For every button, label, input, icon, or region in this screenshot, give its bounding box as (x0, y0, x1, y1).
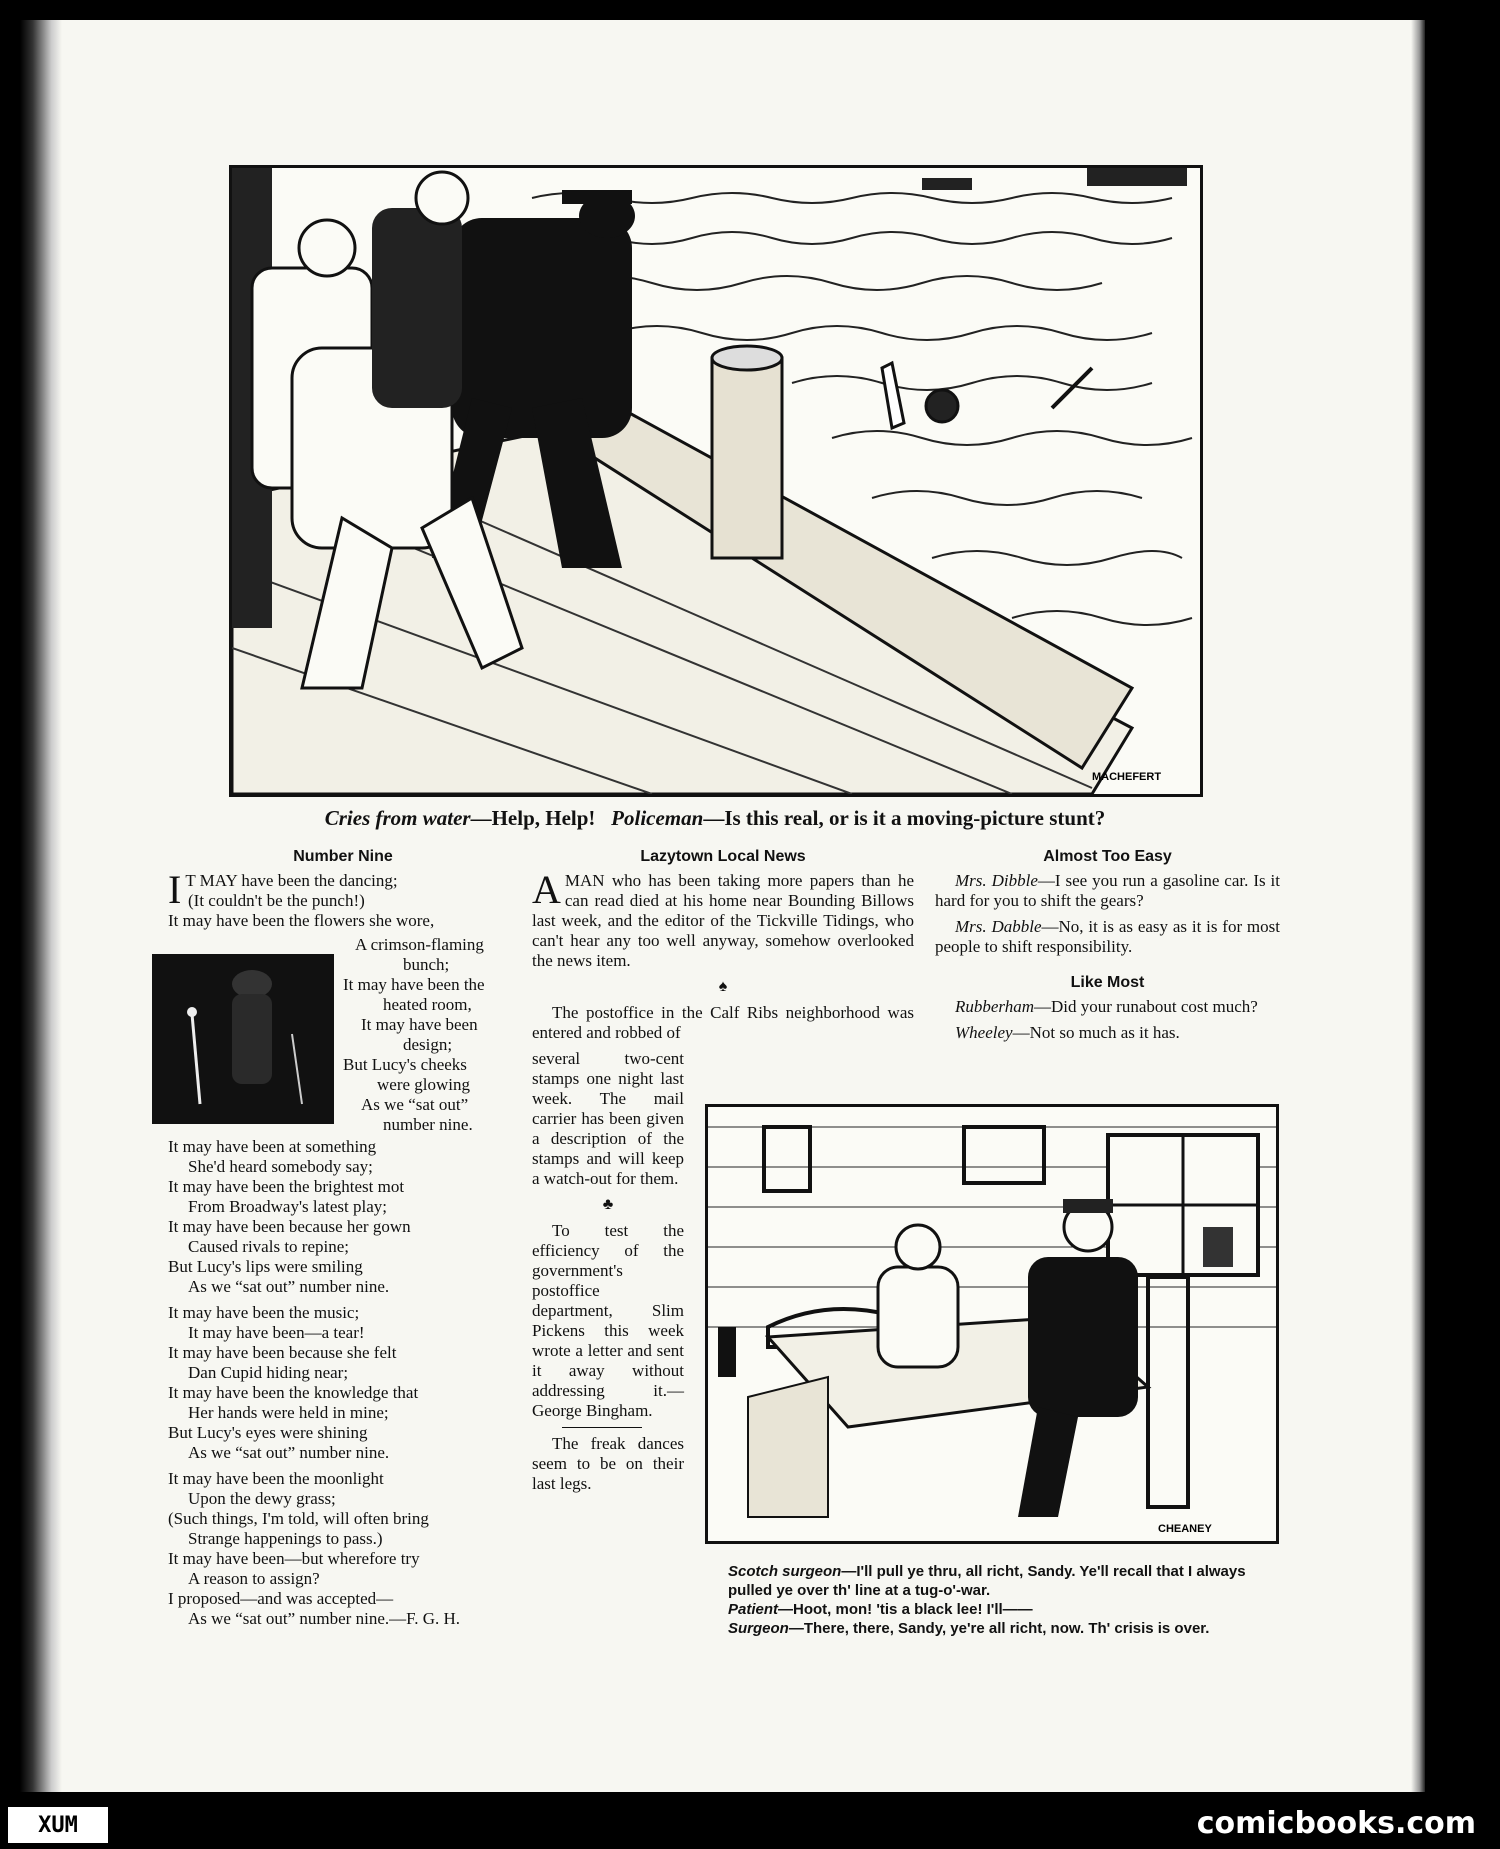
bottom-cartoon-caption (700, 1562, 1280, 1638)
poem-line: As we “sat out” number nine.—F. G. H. (188, 1609, 461, 1628)
dialogue-line (935, 997, 1280, 1017)
artist-signature: MACHEFERT (1092, 771, 1162, 783)
page-gutter (20, 20, 62, 1792)
poem-stanza (168, 1137, 518, 1297)
poem-line: It may have been at something (168, 1137, 377, 1156)
line-text: —Not so much as it has. (1012, 1023, 1180, 1042)
poem-line: (It couldn't be the punch!) (188, 891, 365, 910)
likemost-title: Like Most (1070, 974, 1145, 991)
caption-line (700, 1619, 1280, 1638)
page-edge (1411, 20, 1425, 1792)
sickroom-illustration (705, 1104, 1279, 1544)
poem-line: But Lucy's lips were smiling (168, 1257, 363, 1276)
caption-line-2: —Is this real, or is it a moving-picture stunt? (703, 806, 1106, 830)
lazytown-paragraph: To test the efficiency of the government's postoffice department, Slim Pickens this week wrote a letter and sent it away without addressing it.—George Bingham. (532, 1221, 684, 1420)
poem-line: I proposed—and was accepted— (168, 1589, 394, 1608)
caption-line (700, 1562, 1280, 1600)
ornament-icon: ♠ (718, 978, 728, 995)
caption-speaker-1: Cries from water (324, 806, 471, 830)
line-text: —I'll pull ye thru, all richt, Sandy. Ye'll recall that I always pulled ye over th' line at a tug-o'-war. (728, 1563, 1246, 1599)
poem-line: It may have been (361, 1015, 478, 1034)
poem-line: heated room, (383, 995, 472, 1014)
speaker: Surgeon (728, 1620, 789, 1637)
jokes-column (935, 847, 1280, 1049)
ornament-icon: ♣ (602, 1196, 614, 1213)
poem-line: design; (403, 1035, 453, 1054)
line-text: —There, there, Sandy, ye're all richt, now. Th' crisis is over. (788, 1620, 1210, 1637)
poem-inset-stanza (343, 935, 523, 1135)
line-text: —I see you run a gasoline car. Is it hard for you to shift the gears? (935, 871, 1281, 910)
section-divider (562, 1427, 642, 1428)
dancer-silhouette-illustration (152, 954, 334, 1124)
poem-line: She'd heard somebody say; (188, 1157, 373, 1176)
poem-line: It may have been because she felt (168, 1343, 397, 1362)
poem-line: It may have been the brightest mot (168, 1177, 405, 1196)
poem-line: But Lucy's eyes were shining (168, 1423, 368, 1442)
poem-stanzas (168, 1137, 518, 1629)
caption-line (700, 1600, 1280, 1619)
lazytown-dropcap: A (532, 867, 561, 912)
speaker: Mrs. Dibble (955, 871, 1038, 890)
poem-line: From Broadway's latest play; (188, 1197, 388, 1216)
poem-line: Upon the dewy grass; (188, 1489, 336, 1508)
lazytown-paragraph: The postoffice in the Calf Ribs neighborhood was entered and robbed of (532, 1003, 914, 1042)
speaker: Patient (728, 1601, 779, 1618)
poem-line: (Such things, I'm told, will often bring (168, 1509, 429, 1528)
almost-title: Almost Too Easy (1043, 848, 1172, 865)
poem-line: It may have been—but wherefore try (168, 1549, 420, 1568)
site-watermark: comicbooks.com (1196, 1806, 1476, 1841)
poem-column (168, 847, 518, 1628)
poem-line: A reason to assign? (188, 1569, 320, 1588)
speaker: Wheeley (955, 1023, 1013, 1042)
lazytown-paragraph: The freak dances seem to be on their last legs. (532, 1434, 684, 1493)
dialogue-line (935, 917, 1280, 957)
poem-line: It may have been the moonlight (168, 1469, 384, 1488)
poem-line: It may have been because her gown (168, 1217, 411, 1236)
poem-line: As we “sat out” number nine. (188, 1443, 390, 1462)
dialogue-line (935, 871, 1280, 911)
poem-stanza (168, 1469, 518, 1629)
dock-rescue-illustration (229, 165, 1203, 797)
poem-line: Her hands were held in mine; (188, 1403, 389, 1422)
speaker: Scotch surgeon (728, 1563, 842, 1580)
scan-source-badge: XUM (8, 1807, 108, 1843)
poem-line: It may have been—a tear! (188, 1323, 365, 1342)
lazytown-title: Lazytown Local News (640, 848, 806, 865)
poem-line: A crimson-flaming (355, 935, 484, 954)
poem-title: Number Nine (293, 848, 393, 865)
top-cartoon-caption (200, 806, 1230, 831)
lazytown-paragraph: several two-cent stamps one night last week. The mail carrier has been given a description of the stamps and will keep a watch-out for them. (532, 1049, 684, 1188)
artist-signature: CHEANEY (1158, 1523, 1212, 1535)
poem-line: T MAY have been the dancing; (185, 871, 398, 890)
poem-line: Strange happenings to pass.) (188, 1529, 383, 1548)
line-text: —Did your runabout cost much? (1034, 997, 1258, 1016)
caption-speaker-2: Policeman (611, 806, 704, 830)
poem-line: It may have been the music; (168, 1303, 360, 1322)
poem-line: It may have been the (343, 975, 485, 994)
poem-line: As we “sat out” (361, 1095, 469, 1114)
poem-line: number nine. (383, 1115, 473, 1134)
poem-line: It may have been the knowledge that (168, 1383, 419, 1402)
speaker: Rubberham (955, 997, 1035, 1016)
speaker: Mrs. Dabble (955, 917, 1042, 936)
line-text: —Hoot, mon! 'tis a black lee! I'll—— (778, 1601, 1033, 1618)
poem-line: As we “sat out” number nine. (188, 1277, 390, 1296)
poem-stanza (168, 1303, 518, 1463)
poem-line: were glowing (377, 1075, 471, 1094)
paragraph-text: MAN who has been taking more papers than he can read died at his home near Bounding Billows last week, and the editor of the Tickville Tidings, who can't hear any too well anyway, somehow overlooked the news item. (532, 871, 914, 970)
poem-dropcap: I (168, 867, 182, 912)
poem-line: Dan Cupid hiding near; (188, 1363, 349, 1382)
line-text: —No, it is as easy as it is for most people to shift responsibility. (935, 917, 1280, 956)
poem-line: But Lucy's cheeks (343, 1055, 467, 1074)
lazytown-paragraph (532, 867, 914, 971)
poem-line: bunch; (403, 955, 450, 974)
poem-line: Caused rivals to repine; (188, 1237, 349, 1256)
dialogue-line (935, 1023, 1280, 1043)
caption-line-1: —Help, Help! (470, 806, 596, 830)
poem-line: It may have been the flowers she wore, (168, 911, 435, 930)
